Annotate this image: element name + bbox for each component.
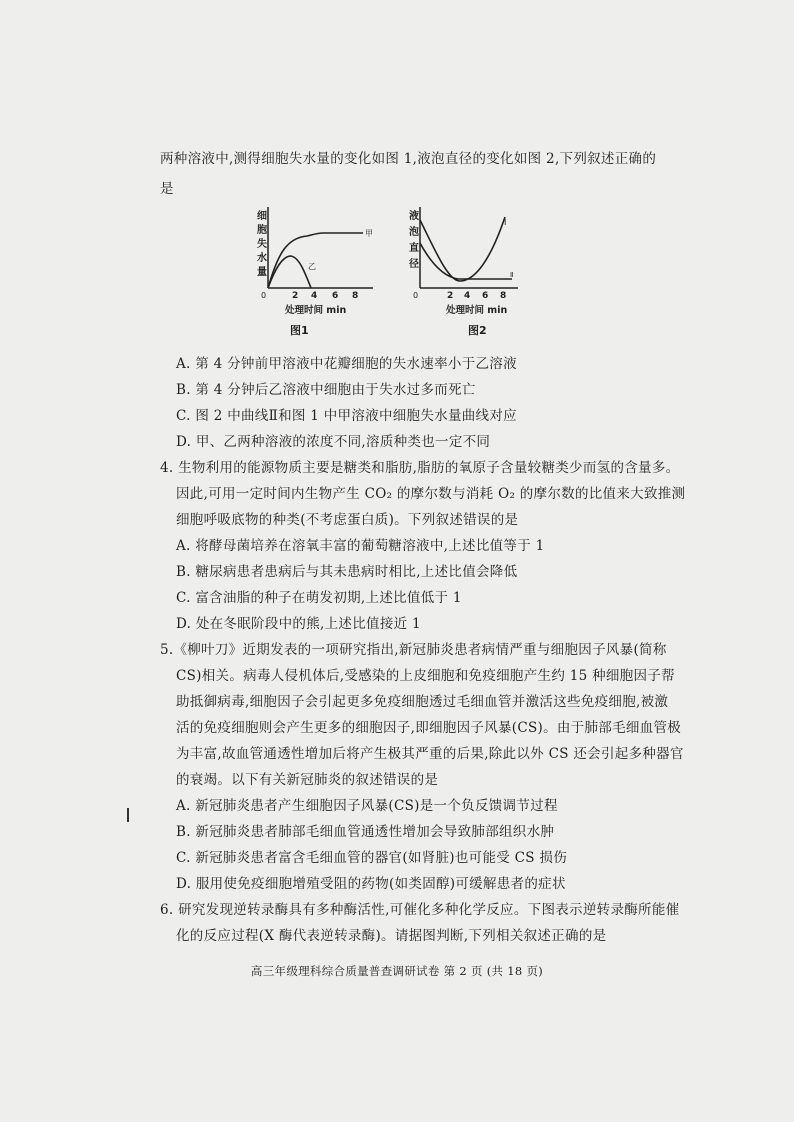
figure-1-ylabel [257, 209, 267, 278]
svg-text:径: 径 [409, 259, 419, 270]
svg-text:8: 8 [500, 291, 507, 301]
margin-mark [127, 808, 129, 822]
figure-1-curve-label-jia: 甲 [365, 229, 373, 238]
figure-2-origin: 0 [413, 291, 419, 300]
option-a: A. 将酵母菌培养在溶氧丰富的葡萄糖溶液中,上述比值等于 1 [176, 538, 545, 554]
svg-text:量: 量 [257, 267, 267, 278]
question-5-stem: 5.《柳叶刀》近期发表的一项研究指出,新冠肺炎患者病情严重与细胞因子风暴(简称 [160, 642, 667, 658]
figure-2-caption: 图2 [468, 324, 487, 337]
svg-text:2: 2 [292, 291, 299, 301]
option-a: A. 新冠肺炎患者产生细胞因子风暴(CS)是一个负反馈调节过程 [176, 798, 558, 814]
question-4-stem: 4. 生物利用的能源物质主要是糖类和脂肪,脂肪的氧原子含量较糖类少而氢的含量多。 [160, 460, 680, 476]
svg-text:8: 8 [352, 291, 359, 301]
question-4-stem: 因此,可用一定时间内生物产生 CO₂ 的摩尔数与消耗 O₂ 的摩尔数的比值来大致推测 [176, 486, 686, 502]
figure-2-xlabel: 处理时间 min [446, 305, 508, 316]
figure-1-curve-yi [268, 256, 311, 288]
figure-1-curve-label-yi: 乙 [308, 262, 316, 271]
question-4-stem: 细胞呼吸底物的种类(不考虑蛋白质)。下列叙述错误的是 [176, 512, 519, 528]
svg-text:细: 细 [257, 211, 267, 222]
figure-2-ticks [447, 291, 506, 301]
question-text: 两种溶液中,测得细胞失水量的变化如图 1,液泡直径的变化如图 2,下列叙述正确的 [160, 151, 657, 167]
svg-text:6: 6 [482, 291, 489, 301]
figure-1-chart [255, 205, 395, 320]
question-6-stem: 化的反应过程(X 酶代表逆转录酶)。请据图判断,下列相关叙述正确的是 [176, 928, 607, 944]
figure-1-origin: 0 [261, 291, 267, 300]
figure-2-curve-one [420, 217, 505, 281]
option-c: C. 图 2 中曲线Ⅱ和图 1 中甲溶液中细胞失水量曲线对应 [176, 408, 517, 424]
option-c: C. 新冠肺炎患者富含毛细血管的器官(如肾脏)也可能受 CS 损伤 [176, 850, 568, 866]
figure-1-xlabel: 处理时间 min [285, 305, 347, 316]
option-b: B. 新冠肺炎患者肺部毛细血管通透性增加会导致肺部组织水肿 [176, 824, 555, 840]
option-a: A. 第 4 分钟前甲溶液中花瓣细胞的失水速率小于乙溶液 [176, 356, 517, 372]
option-b: B. 第 4 分钟后乙溶液中细胞由于失水过多而死亡 [176, 382, 476, 398]
svg-text:直: 直 [409, 243, 419, 254]
option-d: D. 服用使免疫细胞增殖受阻的药物(如类固醇)可缓解患者的症状 [176, 876, 566, 892]
question-6-stem: 6. 研究发现逆转录酶具有多种酶活性,可催化多种化学反应。下图表示逆转录酶所能催 [160, 902, 680, 918]
svg-text:2: 2 [447, 291, 454, 301]
question-text: 是 [160, 181, 174, 197]
option-d: D. 甲、乙两种溶液的浓度不同,溶质种类也一定不同 [176, 434, 491, 450]
figure-2-curve-label-one: Ⅰ [504, 218, 507, 227]
option-d: D. 处在冬眠阶段中的熊,上述比值接近 1 [176, 616, 421, 632]
svg-text:泡: 泡 [409, 227, 419, 238]
svg-text:6: 6 [332, 291, 339, 301]
svg-text:4: 4 [464, 291, 471, 301]
option-b: B. 糖尿病患者患病后与其未患病时相比,上述比值会降低 [176, 564, 518, 580]
svg-text:胞: 胞 [257, 225, 267, 236]
figure-2-chart [400, 205, 550, 320]
question-5-stem: 的衰竭。以下有关新冠肺炎的叙述错误的是 [176, 772, 439, 788]
svg-text:失: 失 [257, 239, 267, 250]
figure-1-caption: 图1 [290, 324, 309, 337]
figure-2-ylabel [408, 209, 419, 270]
question-5-stem: 为丰富,故血管通透性增加后将产生极其严重的后果,除此以外 CS 还会引起多种器官 [176, 746, 684, 762]
svg-text:液: 液 [409, 211, 419, 222]
option-c: C. 富含油脂的种子在萌发初期,上述比值低于 1 [176, 590, 462, 606]
svg-text:水: 水 [257, 253, 267, 264]
svg-text:4: 4 [311, 291, 318, 301]
figure-1-ticks [292, 291, 358, 301]
question-5-stem: 活的免疫细胞则会产生更多的细胞因子,即细胞因子风暴(CS)。由于肺部毛细血管极 [176, 720, 682, 736]
question-5-stem: 助抵御病毒,细胞因子会引起更多免疫细胞透过毛细血管并激活这些免疫细胞,被激 [176, 694, 669, 710]
page-footer: 高三年级理科综合质量普查调研试卷 第 2 页 (共 18 页) [250, 964, 544, 978]
figure-2-curve-label-two: Ⅱ [510, 271, 514, 279]
question-5-stem: CS)相关。病毒人侵机体后,受感染的上皮细胞和免疫细胞产生约 15 种细胞因子帮 [176, 668, 675, 684]
